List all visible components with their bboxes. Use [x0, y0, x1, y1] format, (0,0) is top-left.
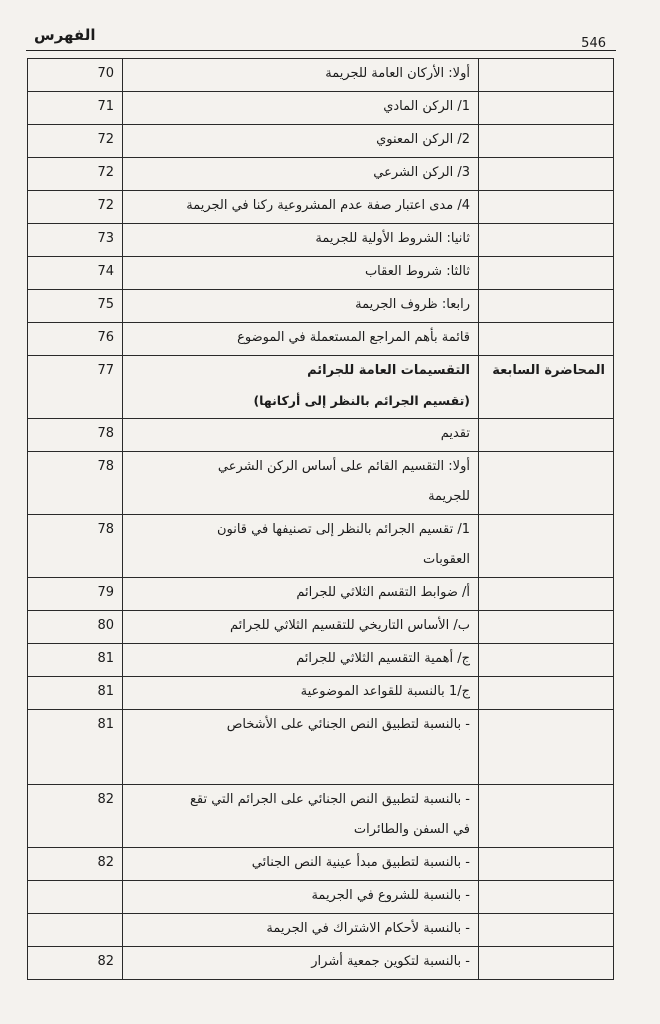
row-page-number: 82 [28, 848, 123, 881]
row-title-line-2: للجريمة [428, 489, 470, 504]
row-page-number: 72 [28, 158, 123, 191]
index-row [28, 848, 614, 881]
index-row [28, 644, 614, 677]
row-title [123, 515, 479, 578]
row-section [479, 677, 614, 710]
row-page-number: 74 [28, 257, 123, 290]
index-row [28, 578, 614, 611]
row-section [479, 59, 614, 92]
row-page-number [28, 914, 123, 947]
row-page-number: 78 [28, 452, 123, 515]
row-page-number: 81 [28, 677, 123, 710]
row-page-number: 73 [28, 224, 123, 257]
index-row [28, 356, 614, 419]
row-title-line-2: في السفن والطائرات [353, 822, 470, 837]
row-page-number: 72 [28, 191, 123, 224]
index-row [28, 224, 614, 257]
row-page-number: 80 [28, 611, 123, 644]
row-page-number: 82 [28, 785, 123, 848]
row-title: قائمة بأهم المراجع المستعملة في الموضوع [123, 323, 479, 356]
index-row [28, 125, 614, 158]
row-title-line-1: - بالنسبة لتطبيق النص الجنائي على الجرائم التي تقع [189, 792, 470, 807]
row-title: - بالنسبة لتطبيق مبدأ عينية النص الجنائي [123, 848, 479, 881]
row-title: ب/ الأساس التاريخي للتقسيم الثلاثي للجرائم [123, 611, 479, 644]
row-title: 2/ الركن المعنوي [123, 125, 479, 158]
index-row [28, 158, 614, 191]
chapter-title: التقسيمات العامة للجرائم [307, 363, 470, 378]
row-title: ثانيا: الشروط الأولية للجريمة [123, 224, 479, 257]
row-section [479, 191, 614, 224]
row-section [479, 257, 614, 290]
page-header [26, 24, 616, 52]
row-section [479, 947, 614, 980]
index-row [28, 947, 614, 980]
row-page-number: 81 [28, 644, 123, 677]
index-row [28, 677, 614, 710]
row-page-number: 82 [28, 947, 123, 980]
row-page-number: 71 [28, 92, 123, 125]
row-section [479, 323, 614, 356]
row-title: - بالنسبة للشروع في الجريمة [123, 881, 479, 914]
row-title: ج/ أهمية التقسيم الثلاثي للجرائم [123, 644, 479, 677]
index-row [28, 452, 614, 515]
index-row [28, 785, 614, 848]
row-section [479, 452, 614, 515]
index-row [28, 257, 614, 290]
chapter-subtitle: (تقسيم الجرائم بالنظر إلى أركانها) [253, 393, 470, 408]
row-section [479, 710, 614, 785]
row-page-number: 72 [28, 125, 123, 158]
row-page-number [28, 881, 123, 914]
row-title: أ/ ضوابط التقسم الثلاثي للجرائم [123, 578, 479, 611]
row-page-number: 76 [28, 323, 123, 356]
index-row [28, 881, 614, 914]
row-title [123, 785, 479, 848]
row-title-line-1: أولا: التقسيم القائم على أساس الركن الشرعي [217, 459, 470, 474]
row-title: - بالنسبة لتكوين جمعية أشرار [123, 947, 479, 980]
row-page-number: 75 [28, 290, 123, 323]
row-title [123, 452, 479, 515]
row-page-number: 78 [28, 419, 123, 452]
row-section [479, 158, 614, 191]
index-table [27, 58, 614, 980]
row-section [479, 224, 614, 257]
row-page-number: 81 [28, 710, 123, 785]
header-rule [26, 50, 616, 51]
index-row [28, 611, 614, 644]
row-title: 3/ الركن الشرعي [123, 158, 479, 191]
page-number: 546 [581, 36, 606, 51]
index-row [28, 191, 614, 224]
row-title: أولا: الأركان العامة للجريمة [123, 59, 479, 92]
index-title: الفهرس [34, 26, 96, 44]
row-page-number: 79 [28, 578, 123, 611]
row-title: رابعا: ظروف الجريمة [123, 290, 479, 323]
row-section [479, 848, 614, 881]
index-row [28, 515, 614, 578]
row-title-line-1: 1/ تقسيم الجرائم بالنظر إلى تصنيفها في قانون [216, 522, 470, 537]
index-row [28, 419, 614, 452]
index-row [28, 323, 614, 356]
row-section [479, 515, 614, 578]
row-section: المحاضرة السابعة [479, 356, 614, 419]
row-page-number: 77 [28, 356, 123, 419]
row-title: - بالنسبة لأحكام الاشتراك في الجريمة [123, 914, 479, 947]
row-page-number: 78 [28, 515, 123, 578]
row-section [479, 611, 614, 644]
row-section [479, 125, 614, 158]
index-row [28, 59, 614, 92]
row-title [123, 356, 479, 419]
row-section [479, 644, 614, 677]
row-section [479, 290, 614, 323]
index-row [28, 92, 614, 125]
row-section [479, 419, 614, 452]
index-row [28, 914, 614, 947]
row-title: - بالنسبة لتطبيق النص الجنائي على الأشخاص [123, 710, 479, 785]
row-section [479, 92, 614, 125]
index-row [28, 290, 614, 323]
row-title: ثالثا: شروط العقاب [123, 257, 479, 290]
row-title-line-2: العقوبات [423, 552, 470, 567]
row-title: 4/ مدى اعتبار صفة عدم المشروعية ركنا في الجريمة [123, 191, 479, 224]
row-section [479, 881, 614, 914]
index-row [28, 710, 614, 785]
row-page-number: 70 [28, 59, 123, 92]
row-section [479, 578, 614, 611]
row-title: 1/ الركن المادي [123, 92, 479, 125]
row-title: تقديم [123, 419, 479, 452]
row-section [479, 785, 614, 848]
row-section [479, 914, 614, 947]
row-title: ج/1 بالنسبة للقواعد الموضوعية [123, 677, 479, 710]
